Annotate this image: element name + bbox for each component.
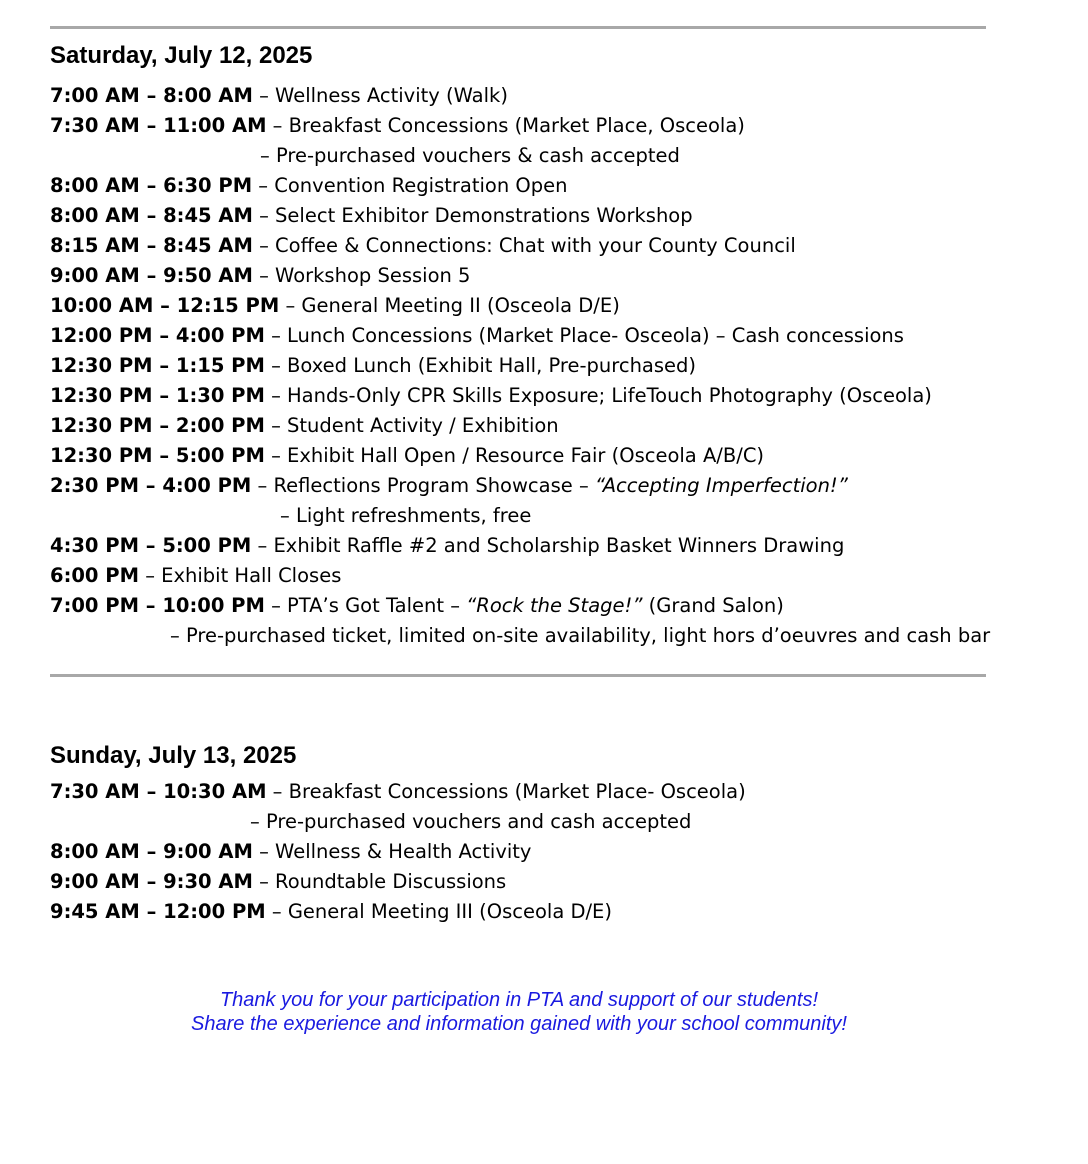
schedule-item <box>50 867 746 897</box>
item-description: – Select Exhibitor Demonstrations Workshop <box>252 204 693 227</box>
item-description: – Convention Registration Open <box>252 174 568 197</box>
item-time: 10:00 AM – 12:15 PM <box>50 294 280 317</box>
item-description: – Coffee & Connections: Chat with your County Council <box>252 234 796 257</box>
schedule-item <box>50 411 990 441</box>
item-time: 7:30 AM – 10:30 AM <box>50 780 267 803</box>
schedule-note <box>50 621 990 651</box>
item-description: – Exhibit Hall Closes <box>139 564 342 587</box>
item-description: – Workshop Session 5 <box>252 264 471 287</box>
item-description: – General Meeting II (Osceola D/E) <box>279 294 620 317</box>
saturday-heading: Saturday, July 12, 2025 <box>50 42 313 69</box>
item-title-italic: “Rock the Stage!” <box>466 594 643 617</box>
item-description: – Exhibit Hall Open / Resource Fair (Osceola A/B/C) <box>264 444 765 467</box>
item-description: – Reflections Program Showcase – <box>251 474 595 497</box>
item-description: – Lunch Concessions (Market Place- Osceola) – Cash concessions <box>264 324 904 347</box>
closing-message <box>0 988 1038 1036</box>
schedule-item <box>50 201 990 231</box>
item-description: – General Meeting III (Osceola D/E) <box>265 900 612 923</box>
schedule-note <box>50 501 990 531</box>
schedule-item <box>50 231 990 261</box>
schedule-item <box>50 777 746 807</box>
item-time: 12:30 PM – 2:00 PM <box>50 414 265 437</box>
item-time: 4:30 PM – 5:00 PM <box>50 534 252 557</box>
schedule-item <box>50 837 746 867</box>
item-time: 6:00 PM <box>50 564 139 587</box>
saturday-schedule <box>50 81 990 651</box>
item-title-italic: “Accepting Imperfection!” <box>594 474 848 497</box>
item-description: – Roundtable Discussions <box>252 870 507 893</box>
middle-divider <box>50 674 986 677</box>
item-time: 8:00 AM – 6:30 PM <box>50 174 253 197</box>
item-time: 9:00 AM – 9:50 AM <box>50 264 253 287</box>
top-divider <box>50 26 986 29</box>
item-time: 7:30 AM – 11:00 AM <box>50 114 267 137</box>
item-description: – Wellness & Health Activity <box>252 840 532 863</box>
closing-line-1: Thank you for your participation in PTA and support of our students! <box>219 989 819 1011</box>
schedule-item <box>50 897 746 927</box>
item-time: 2:30 PM – 4:00 PM <box>50 474 252 497</box>
schedule-item <box>50 441 990 471</box>
item-time: 12:30 PM – 1:30 PM <box>50 384 265 407</box>
schedule-item <box>50 81 990 111</box>
note-text: – Pre-purchased vouchers & cash accepted <box>260 144 680 167</box>
schedule-note <box>50 141 990 171</box>
schedule-item <box>50 471 990 501</box>
item-description: – Exhibit Raffle #2 and Scholarship Basket Winners Drawing <box>251 534 845 557</box>
item-time: 12:30 PM – 1:15 PM <box>50 354 265 377</box>
schedule-item <box>50 291 990 321</box>
item-time: 7:00 AM – 8:00 AM <box>50 84 253 107</box>
item-time: 12:00 PM – 4:00 PM <box>50 324 265 347</box>
sunday-heading: Sunday, July 13, 2025 <box>50 742 297 769</box>
schedule-item <box>50 591 990 621</box>
item-description: – Wellness Activity (Walk) <box>252 84 508 107</box>
item-time: 9:45 AM – 12:00 PM <box>50 900 266 923</box>
item-time: 9:00 AM – 9:30 AM <box>50 870 253 893</box>
item-description-after: (Grand Salon) <box>642 594 784 617</box>
sunday-schedule <box>50 777 746 927</box>
item-description: – Hands-Only CPR Skills Exposure; LifeTouch Photography (Osceola) <box>264 384 932 407</box>
note-text: – Pre-purchased ticket, limited on-site availability, light hors d’oeuvres and cash bar <box>170 624 991 647</box>
item-description: – PTA’s Got Talent – <box>264 594 467 617</box>
schedule-item <box>50 381 990 411</box>
schedule-item <box>50 111 990 141</box>
item-description: – Student Activity / Exhibition <box>264 414 559 437</box>
closing-line-2: Share the experience and information gained with your school community! <box>191 1013 847 1035</box>
item-time: 8:15 AM – 8:45 AM <box>50 234 253 257</box>
item-description: – Breakfast Concessions (Market Place- Osceola) <box>266 780 746 803</box>
schedule-item <box>50 531 990 561</box>
item-time: 7:00 PM – 10:00 PM <box>50 594 265 617</box>
schedule-item <box>50 261 990 291</box>
item-time: 12:30 PM – 5:00 PM <box>50 444 265 467</box>
item-time: 8:00 AM – 8:45 AM <box>50 204 253 227</box>
note-text: – Light refreshments, free <box>280 504 532 527</box>
schedule-item <box>50 561 990 591</box>
note-text: – Pre-purchased vouchers and cash accepted <box>250 810 692 833</box>
schedule-item <box>50 351 990 381</box>
item-description: – Boxed Lunch (Exhibit Hall, Pre-purchased) <box>264 354 697 377</box>
schedule-note <box>50 807 746 837</box>
item-description: – Breakfast Concessions (Market Place, Osceola) <box>266 114 745 137</box>
item-time: 8:00 AM – 9:00 AM <box>50 840 253 863</box>
schedule-item <box>50 321 990 351</box>
schedule-item <box>50 171 990 201</box>
